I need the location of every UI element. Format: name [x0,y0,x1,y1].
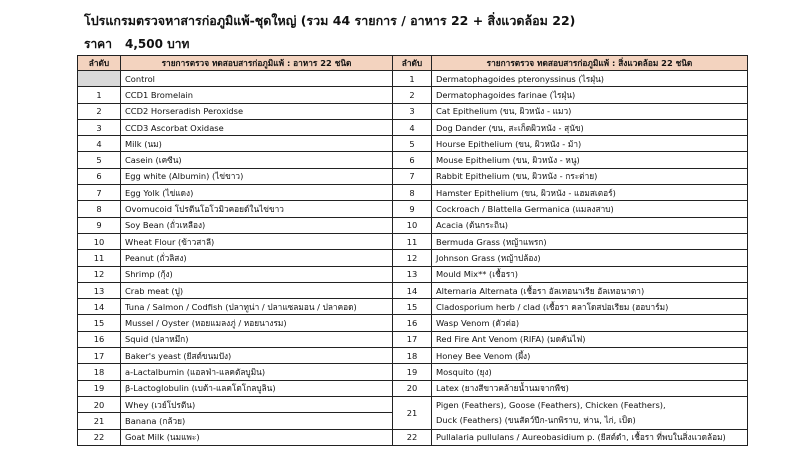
food-no: 4 [78,136,121,152]
food-no: 22 [78,429,121,445]
food-no: 19 [78,380,121,396]
env-name: Wasp Venom (ตัวต่อ) [432,315,748,331]
food-name: Ovomucoid โปรตีนโอโวมิวคอยด์ในไข่ขาว [121,201,393,217]
food-name: Baker's yeast (ยีสต์ขนมปัง) [121,348,393,364]
env-name [432,396,748,429]
env-no: 19 [393,364,432,380]
table-row [78,136,748,152]
env-name: Dog Dander (ขน, สะเก็ดผิวหนัง - สุนัข) [432,119,748,135]
env-name: Bermuda Grass (หญ้าแพรก) [432,233,748,249]
food-no: 13 [78,282,121,298]
table-row [78,364,748,380]
food-no: 9 [78,217,121,233]
food-name: Milk (นม) [121,136,393,152]
env-no: 4 [393,119,432,135]
food-name: Crab meat (ปู) [121,282,393,298]
food-no: 7 [78,185,121,201]
table-row [78,396,748,412]
env-name: Mould Mix** (เชื้อรา) [432,266,748,282]
env-name: Latex (ยางสีขาวคล้ายน้ำนมจากพืช) [432,380,748,396]
food-no: 20 [78,396,121,412]
env-no: 12 [393,250,432,266]
food-no: 1 [78,87,121,103]
env-name: Hourse Epithelium (ขน, ผิวหนัง - ม้า) [432,136,748,152]
table-row [78,119,748,135]
food-name: Squid (ปลาหมึก) [121,331,393,347]
food-no: 21 [78,413,121,429]
env-no: 13 [393,266,432,282]
price-value: 4,500 บาท [125,37,190,51]
food-name: Mussel / Oyster (หอยแมลงภู่ / หอยนางรม) [121,315,393,331]
food-no-header: ลำดับ [78,56,121,71]
food-name: Goat Milk (นมแพะ) [121,429,393,445]
table-row [78,233,748,249]
food-no: 6 [78,168,121,184]
env-no: 21 [393,396,432,429]
env-no: 16 [393,315,432,331]
env-no: 9 [393,201,432,217]
table-row [78,201,748,217]
env-no: 11 [393,233,432,249]
food-no: 18 [78,364,121,380]
food-name: a-Lactalbumin (แอลฟ่า-แลคตัลบูมิน) [121,364,393,380]
food-name: β-Lactoglobulin (เบต้า-แลคโตโกลบูลิน) [121,380,393,396]
food-no: 17 [78,348,121,364]
env-name: Dermatophagoides pteronyssinus (ไรฝุ่น) [432,71,748,87]
env-no: 17 [393,331,432,347]
env-name: Pullalaria pullulans / Aureobasidium p. (ยีสต์ดำ, เชื้อรา ที่พบในสิ่งแวดล้อม) [432,429,748,445]
table-row [78,299,748,315]
env-name: Mouse Epithelium (ขน, ผิวหนัง - หนู) [432,152,748,168]
food-name: CCD1 Bromelain [121,87,393,103]
env-no: 18 [393,348,432,364]
allergen-table [77,55,748,446]
table-header-row [78,56,748,71]
food-name: Control [121,71,393,87]
env-name: Dermatophagoides farinae (ไรฝุ่น) [432,87,748,103]
food-name: Banana (กล้วย) [121,413,393,429]
food-no: 16 [78,331,121,347]
food-name: Shrimp (กุ้ง) [121,266,393,282]
food-name: Soy Bean (ถั่วเหลือง) [121,217,393,233]
env-test-header: รายการตรวจ ทดสอบสารก่อภูมิแพ้ : สิ่งแวดล้อม 22 ชนิด [432,56,748,71]
food-name: Whey (เวย์โปรตีน) [121,396,393,412]
table-row [78,168,748,184]
table-row [78,348,748,364]
env-no: 2 [393,87,432,103]
table-row [78,71,748,87]
food-name: Tuna / Salmon / Codfish (ปลาทูน่า / ปลาแซลมอน / ปลาคอด) [121,299,393,315]
env-no: 22 [393,429,432,445]
food-no: 10 [78,233,121,249]
env-name-line: Pigen (Feathers), Goose (Feathers), Chicken (Feathers), [436,399,666,410]
food-no [78,71,121,87]
env-name: Acacia (ต้นกระถิน) [432,217,748,233]
table-row [78,250,748,266]
price-label: ราคา [84,37,112,51]
food-name: CCD3 Ascorbat Oxidase [121,119,393,135]
food-name: Egg white (Albumin) (ไข่ขาว) [121,168,393,184]
food-name: Wheat Flour (ข้าวสาลี) [121,233,393,249]
env-name: Honey Bee Venom (ผึ้ง) [432,348,748,364]
env-name: Alternaria Alternata (เชื้อรา อัลเทอนาเรีย อัลเทอนาตา) [432,282,748,298]
table-row [78,282,748,298]
food-no: 14 [78,299,121,315]
table-row [78,103,748,119]
env-no-header: ลำดับ [393,56,432,71]
food-no: 8 [78,201,121,217]
food-name: CCD2 Horseradish Peroxidse [121,103,393,119]
table-row [78,266,748,282]
env-no: 8 [393,185,432,201]
env-no: 15 [393,299,432,315]
env-name: Red Fire Ant Venom (RIFA) (มดคันไฟ) [432,331,748,347]
food-name: Casein (เคซีน) [121,152,393,168]
food-no: 5 [78,152,121,168]
food-no: 15 [78,315,121,331]
env-name: Rabbit Epithelium (ขน, ผิวหนัง - กระต่าย) [432,168,748,184]
food-test-header: รายการตรวจ ทดสอบสารก่อภูมิแพ้ : อาหาร 22 ชนิด [121,56,393,71]
env-name: Hamster Epithelium (ขน, ผิวหนัง - แฮมสเตอร์) [432,185,748,201]
food-name: Egg Yolk (ไข่แดง) [121,185,393,201]
env-name: Cat Epithelium (ขน, ผิวหนัง - แมว) [432,103,748,119]
env-name-line: Duck (Feathers) (ขนสัตว์ปีก-นกพิราบ, ห่าน, ไก่, เป็ด) [436,414,636,425]
page-title: โปรแกรมตรวจหาสารก่อภูมิแพ้-ชุดใหญ่ (รวม 44 รายการ / อาหาร 22 + สิ่งแวดล้อม 22) [84,13,576,28]
env-name: Cladosporium herb / clad (เชื้อรา คลาโดสปอเรียม (ฮอบาร์ม) [432,299,748,315]
table-row [78,429,748,445]
env-no: 1 [393,71,432,87]
env-no: 14 [393,282,432,298]
env-name: Mosquito (ยุง) [432,364,748,380]
table-row [78,380,748,396]
env-no: 7 [393,168,432,184]
food-name: Peanut (ถั่วลิสง) [121,250,393,266]
table-row [78,331,748,347]
table-row [78,152,748,168]
food-no: 3 [78,119,121,135]
env-name: Cockroach / Blattella Germanica (แมลงสาบ) [432,201,748,217]
env-name: Johnson Grass (หญ้าปล้อง) [432,250,748,266]
food-no: 11 [78,250,121,266]
table-row [78,315,748,331]
env-no: 5 [393,136,432,152]
table-row [78,87,748,103]
env-no: 10 [393,217,432,233]
food-no: 12 [78,266,121,282]
food-no: 2 [78,103,121,119]
env-no: 20 [393,380,432,396]
table-row [78,217,748,233]
env-no: 3 [393,103,432,119]
table-row [78,185,748,201]
env-no: 6 [393,152,432,168]
